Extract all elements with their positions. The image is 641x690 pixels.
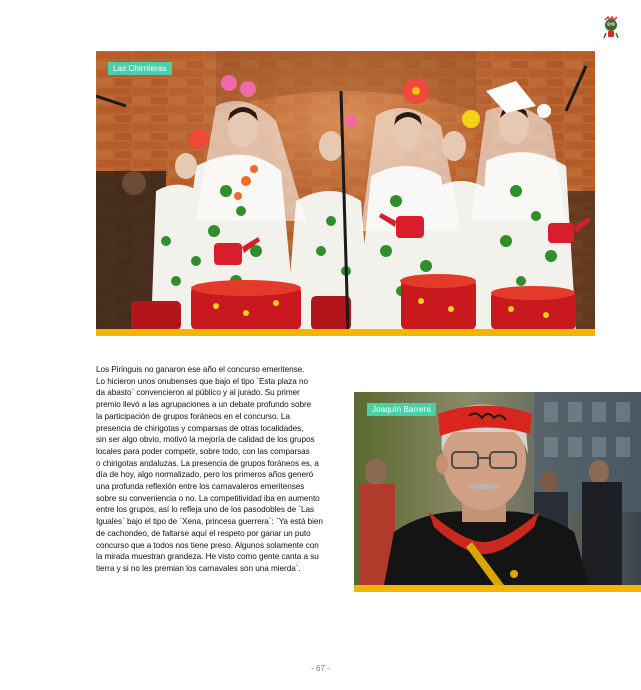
article-line: tierra y si no les premian los carnavales son una mierda`. — [96, 563, 301, 573]
article-line: o chirigotas andaluzas. La presencia de grupos foráneos es, a — [96, 458, 319, 468]
article-line: da abasto` convencieron al público y al jurado. Su primer — [96, 388, 300, 398]
article-line: Lo hicieron unos onubenses que bajo el tipo `Esta plaza no — [96, 376, 308, 386]
article-line: Iguales` bajo el tipo de `Xena, princesa guerrera`: `Ya está bien — [96, 517, 323, 527]
photo-caption: Las Chirriteras — [108, 62, 172, 75]
photo-accent-bar — [96, 329, 595, 336]
article-line: una profunda reflexión entre los carnavaleros emeritenses — [96, 482, 305, 492]
chirigota-photo-illustration — [96, 51, 595, 330]
article-line: concurso que a todos nos tiene preso. Algunos solamente con — [96, 540, 319, 550]
article-line: Los Piringuis no ganaron ese año el concurso emeritense. — [96, 365, 305, 374]
portrait-photo — [354, 392, 641, 585]
article-body — [96, 364, 342, 575]
article-line: día de hoy, algo normalizado, pero los primeros años generó — [96, 470, 314, 480]
portrait-photo-illustration — [354, 392, 641, 585]
article-line: presencia de chirigotas y comparsas de otras localidades, — [96, 423, 304, 433]
page-number: - 67 - — [311, 664, 330, 673]
carnival-mascot-logo — [601, 16, 621, 40]
article-line: de cachondeo, de faltarse aquí el respeto por ganar un puto — [96, 528, 311, 538]
article-line: premio llevó a las agrupaciones a un debate profundo sobre — [96, 400, 312, 410]
article-line: sobre su conveniencia o no. La competitividad iba en aumento — [96, 493, 320, 503]
chirigota-photo — [96, 51, 595, 330]
article-line: la participación de grupos foráneos en el concurso. La — [96, 411, 290, 421]
article-line: locales para poder competir, sobre todo, con las comparsas — [96, 446, 310, 456]
article-line: sin ser algo obvio, motivó la mejoría de calidad de los grupos — [96, 435, 315, 445]
article-line: la mirada muestran grandeza. He visto como gente canta a su — [96, 552, 319, 562]
photo-caption: Joaquín Barrera — [367, 403, 436, 416]
photo-accent-bar — [354, 585, 641, 592]
article-line: entre los grupos, así lo refleja uno de los pasodobles de `Las — [96, 505, 315, 515]
